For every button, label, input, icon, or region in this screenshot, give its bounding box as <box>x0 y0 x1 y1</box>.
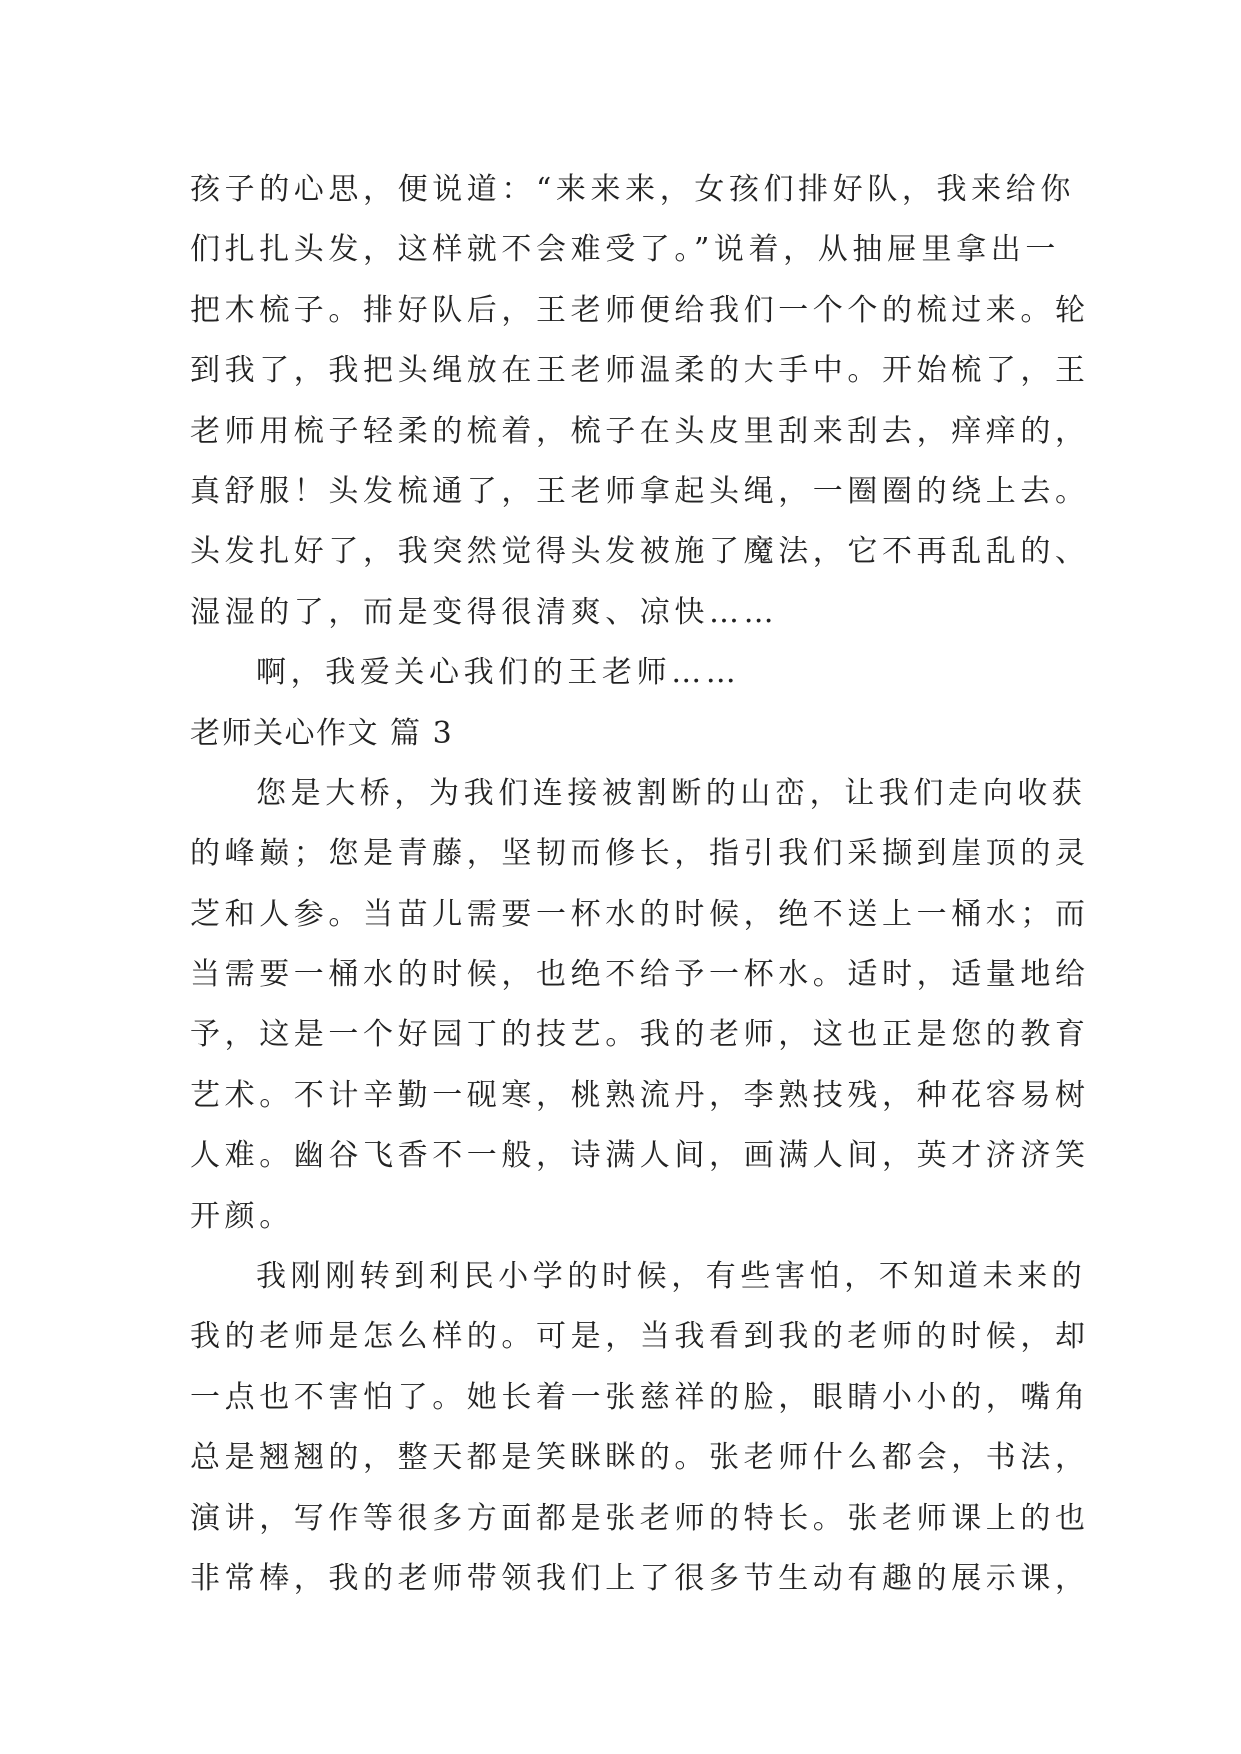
text-line: 们扎扎头发，这样就不会难受了。”说着，从抽屉里拿出一 <box>190 232 1060 268</box>
text-line: 我刚刚转到利民小学的时候，有些害怕，不知道未来的 <box>256 1259 1087 1295</box>
text-line: 开颜。 <box>190 1198 294 1234</box>
text-line: 非常棒，我的老师带领我们上了很多节生动有趣的展示课， <box>190 1560 1090 1596</box>
text-line: 我的老师是怎么样的。可是，当我看到我的老师的时候，却 <box>190 1319 1090 1355</box>
text-line: 当需要一桶水的时候，也绝不给予一杯水。适时，适量地给 <box>190 957 1090 993</box>
text-line: 湿湿的了，而是变得很清爽、凉快…… <box>190 594 779 630</box>
text-line: 芝和人参。当苗儿需要一杯水的时候，绝不送上一桶水；而 <box>190 896 1090 932</box>
text-line: 演讲，写作等很多方面都是张老师的特长。张老师课上的也 <box>190 1500 1090 1536</box>
essay-heading: 老师关心作文 篇 3 <box>190 715 454 751</box>
closing-line: 啊，我爱关心我们的王老师…… <box>256 655 741 691</box>
paragraph-1 <box>190 764 1090 1247</box>
essay-continuation <box>190 160 1090 704</box>
text-line: 老师用梳子轻柔的梳着，梳子在头皮里刮来刮去，痒痒的， <box>190 413 1090 449</box>
text-line: 孩子的心思，便说道：“来来来，女孩们排好队，我来给你 <box>190 172 1075 207</box>
text-line: 真舒服！头发梳通了，王老师拿起头绳，一圈圈的绕上去。 <box>190 473 1090 509</box>
text-line: 总是翘翘的，整天都是笑眯眯的。张老师什么都会，书法， <box>190 1440 1090 1476</box>
paragraph-2 <box>190 1247 1090 1609</box>
text-line: 一点也不害怕了。她长着一张慈祥的脸，眼睛小小的，嘴角 <box>190 1379 1090 1415</box>
text-line: 把木梳子。排好队后，王老师便给我们一个个的梳过来。轮 <box>190 292 1090 328</box>
document-page <box>190 160 1090 1609</box>
text-line: 您是大桥，为我们连接被割断的山峦，让我们走向收获 <box>256 775 1087 811</box>
text-line: 头发扎好了，我突然觉得头发被施了魔法，它不再乱乱的、 <box>190 534 1090 570</box>
text-line: 艺术。不计辛勤一砚寒，桃熟流丹，李熟技残，种花容易树 <box>190 1077 1090 1113</box>
text-line: 人难。幽谷飞香不一般，诗满人间，画满人间，英才济济笑 <box>190 1138 1090 1174</box>
text-line: 到我了，我把头绳放在王老师温柔的大手中。开始梳了，王 <box>190 353 1090 389</box>
text-line: 予，这是一个好园丁的技艺。我的老师，这也正是您的教育 <box>190 1017 1090 1053</box>
text-line: 的峰巅；您是青藤，坚韧而修长，指引我们采撷到崖顶的灵 <box>190 836 1090 872</box>
